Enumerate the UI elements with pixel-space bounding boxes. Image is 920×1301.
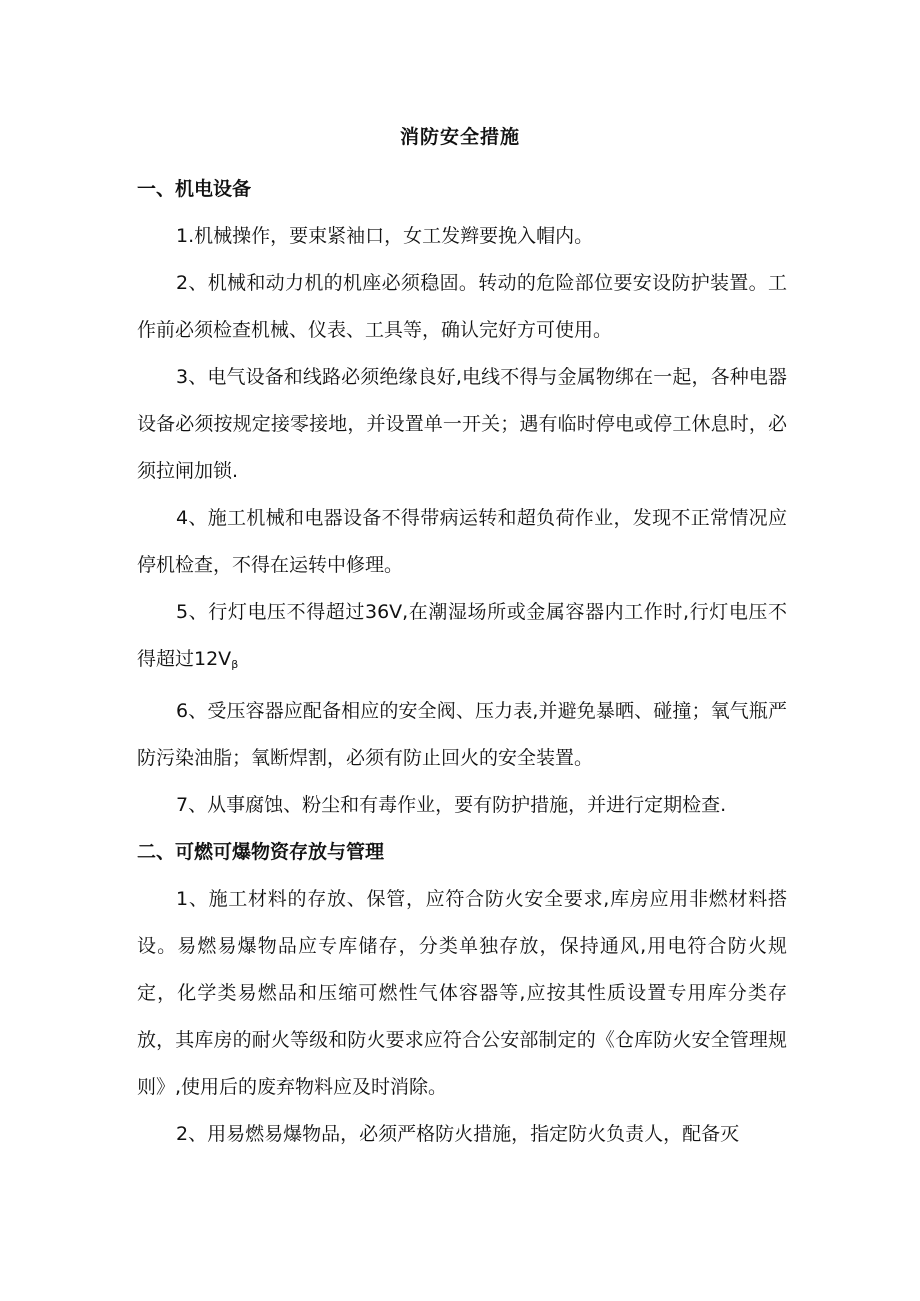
section-heading-2: 二、可燃可爆物资存放与管理 bbox=[137, 841, 385, 863]
paragraph: 7、从事腐蚀、粉尘和有毒作业，要有防护措施，并进行定期检查. bbox=[176, 794, 727, 816]
document-title: 消防安全措施 bbox=[399, 126, 520, 148]
paragraph: 2、机械和动力机的机座必须稳固。转动的危险部位要安设防护装置。工作前必须检查机械、仪表、工具等，确认完好方可使用。 bbox=[137, 272, 787, 341]
subscript-mark: β bbox=[231, 658, 239, 671]
paragraph: 1.机械操作，要束紧袖口，女工发辫要挽入帽内。 bbox=[176, 225, 594, 247]
paragraph-text: 5、行灯电压不得超过36V,在潮湿场所或金属容器内工作时,行灯电压不得超过12V bbox=[137, 601, 787, 670]
paragraph: 6、受压容器应配备相应的安全阀、压力表,并避免暴晒、碰撞；氧气瓶严防污染油脂；氧断焊割，必须有防止回火的安全装置。 bbox=[137, 700, 787, 769]
document-body bbox=[137, 166, 787, 1158]
paragraph: 1、施工材料的存放、保管，应符合防火安全要求,库房应用非燃材料搭设。易燃易爆物品应专库储存，分类单独存放，保持通风,用电符合防火规定，化学类易燃品和压缩可燃性气体容器等,应按其性质设置专用库分类存放，其库房的耐火等级和防火要求应符合公安部制定的《仓库防火安全管理规则》,使用后的废弃物料应及时消除。 bbox=[137, 888, 787, 1098]
paragraph: 3、电气设备和线路必须绝缘良好,电线不得与金属物绑在一起，各种电器设备必须按规定接零接地，并设置单一开关；遇有临时停电或停工休息时，必须拉闸加锁. bbox=[137, 366, 787, 482]
paragraph: 2、用易燃易爆物品，必须严格防火措施，指定防火负责人，配备灭 bbox=[176, 1123, 740, 1145]
paragraph bbox=[137, 589, 787, 688]
section-heading-1: 一、机电设备 bbox=[137, 178, 252, 200]
paragraph: 4、施工机械和电器设备不得带病运转和超负荷作业，发现不正常情况应停机检查，不得在运转中修理。 bbox=[137, 507, 787, 576]
